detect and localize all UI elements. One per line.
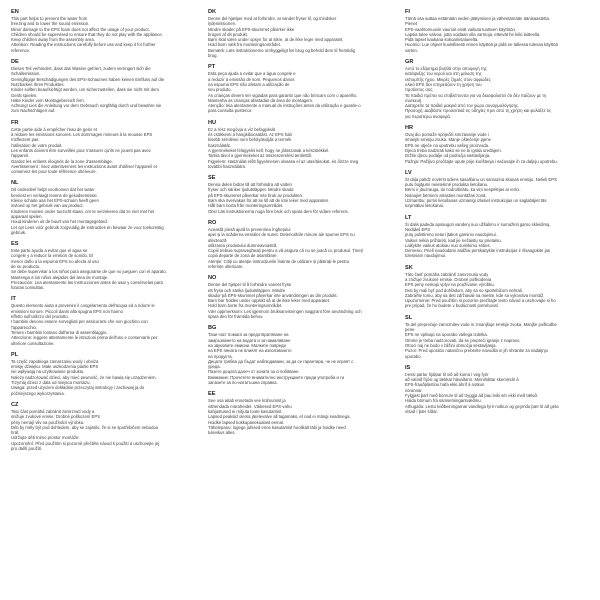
language-code: IT xyxy=(11,296,16,303)
language-section xyxy=(208,325,393,385)
instruction-line: Vær oppmerksom: Les igjennom bruksanvisningen nøggrant före användning och xyxy=(208,308,362,314)
instruction-line: Hold barn borte fra monteringsområdet. xyxy=(208,303,283,309)
instruction-line: εκπομπής ήχου. Μικρές ζημιές στον αφρώδες xyxy=(405,76,491,82)
language-section xyxy=(405,315,590,359)
instruction-line: l'utilisation de votre produit. xyxy=(11,142,63,148)
language-code: PL xyxy=(11,351,19,358)
instruction-line: pene xyxy=(405,327,415,333)
instruction-line: Precaución: Lea atentamente las instrucciones antes de usar y consérvelas para xyxy=(11,279,163,285)
language-code: DE xyxy=(11,59,19,66)
instruction-line: Let op! Lees vóór gebruik zorgvuldig de instructies en bewaar ze voor toekomstig xyxy=(11,224,164,230)
language-code: HU xyxy=(208,119,217,126)
instruction-line: Αυτό το εξάρτημα βοηθά στην αποφυγή της xyxy=(405,66,487,72)
language-section xyxy=(11,180,196,235)
instruction-line: Kinderen moeten onder toezicht staan, om te verzekeren dat ze niet met het xyxy=(11,208,155,214)
instruction-line: reference. xyxy=(11,47,31,53)
instruction-line: használatát. xyxy=(208,142,231,148)
instruction-line: að vatnið frjósi og lækkar hávaðann. Minniháttar skemmdir á xyxy=(405,377,519,383)
instruction-line: Bērni ir jāuzrauga, lai nodrošinātu, ka viņi nespēlējas ar ierīci. xyxy=(405,187,521,193)
instruction-line: Huomio: Lue ohjeet huolellisesti ennen käyttöä ja pidä ne tallessa tulevaa käyttöä xyxy=(405,42,558,48)
instruction-line: на продукта. xyxy=(208,353,233,359)
instruction-line: fryser och sänker ljudutsläppet. Mindre skada xyxy=(208,187,294,193)
instruction-line: запазете за по-нататъшна справка. xyxy=(208,380,278,386)
instruction-line: Attenzione: leggere attentamente le istruzioni prima dell'uso e conservarle per xyxy=(11,335,158,341)
instruction-line: Această piesă ajută la prevenirea înghețului xyxy=(208,226,291,232)
language-code: RO xyxy=(208,219,217,226)
instruction-line: Mantenga a los niños alejados del área de montaje. xyxy=(11,274,109,280)
instruction-line: Otroke je treba nadzorovati, da se prepreči igranje z napravo. xyxy=(405,337,521,343)
instruction-line: Minor damage to the EPS foam does not affect the usage of your product. xyxy=(11,26,150,32)
language-section xyxy=(208,220,393,269)
instruction-line: Τα παιδιά πρέπει να επιβλέπονται για να διασφαλιστεί ότι δεν παίζουν με τη xyxy=(405,92,547,98)
language-section xyxy=(11,241,196,290)
instruction-line: Copiii trebuie supravegheați pentru a vă asigura că nu se joacă cu produsul. Țineți xyxy=(208,248,363,254)
instruction-line: Halte Kinder vom Montagebereich fern. xyxy=(11,97,85,103)
instruction-line: Otroci naj ne bodo v bližini območja sestavljanja. xyxy=(405,342,497,348)
instruction-line: effetto sull'utilizzo del prodotto. xyxy=(11,314,69,320)
instruction-line: turpmākai lietošanai. xyxy=(405,203,444,209)
language-section xyxy=(405,170,590,209)
language-section xyxy=(208,275,393,319)
instruction-line: Avertissement : lisez attentivement les instructions avant d'utiliser l'appareil et xyxy=(11,163,157,169)
instruction-line: snižuje zvukové emise. Drobné poškození EPS xyxy=(11,414,101,420)
instruction-line: Geringfügige Beschädigungen des EPS-Schaumes haben keinen Einfluss auf die xyxy=(11,76,165,82)
language-code: LV xyxy=(405,169,412,176)
instruction-line: Deti by mali byť pod dohľadom, aby sa so spotrebičom nehrali. xyxy=(405,287,523,293)
instruction-line: Dieses Teil verhindert, dass das Wasser gefriert, zudem verringert sich die xyxy=(11,66,151,72)
instruction-line: putu bojājumi neietekmē produkta lietošanu. xyxy=(405,182,489,188)
instruction-line: Denna delen bidrar till att förhindra att vatten xyxy=(208,182,292,188)
instruction-line: Zabráňte tomu, aby sa deti zdržiavali na mieste, kde sa vykonáva montáž. xyxy=(405,292,545,298)
instruction-line: tulevikus alles. xyxy=(208,430,236,436)
instruction-line: Børn skal være under opsyn for at sikre, at de ikke leger med apparatet. xyxy=(208,37,344,43)
instruction-line: Lapsed peaksid olema järelevalve all tagamaks, et nad ei mängi seadmega. xyxy=(208,414,351,420)
instruction-line: Atenção: leia atentamente a manual de instruções antes da utilização e guarde-o xyxy=(208,103,361,109)
instruction-line: Figyelem: Használat előtt figyelmesen olvassa el az utasításokat, és őrizze meg xyxy=(208,158,359,164)
instruction-line: és csökkenti a hangkibocsátást. Az EPS hab xyxy=(208,132,292,138)
instruction-line: futuras consultas. xyxy=(11,285,45,291)
language-section xyxy=(405,265,590,309)
language-section xyxy=(11,59,196,114)
instruction-line: a znižuje zvukové emisie. Drobné poškodenia xyxy=(405,276,492,282)
instruction-line: på EPS-skummet påverkar inte bruk av produkten. xyxy=(208,192,304,198)
instruction-line: Children should be supervised to ensure that they do not play with the appliance. xyxy=(11,31,163,37)
language-code: LT xyxy=(405,214,412,221)
instruction-line: Attention: Reading the instructions carefully before use and keep it for further xyxy=(11,42,156,48)
instruction-line: Децата трябва да бъдат наблюдавани, за да се гарантира, че не играят с xyxy=(208,358,354,364)
language-section xyxy=(11,296,196,345)
instruction-line: Achtung! Lies die Anleitung vor dem Gebrauch sorgfältig durch und bewahre sie xyxy=(11,103,162,109)
language-section xyxy=(405,215,590,259)
instruction-line: Trzymaj dzieci z dala od miejsca montażu. xyxy=(11,380,91,386)
instruction-line: seu produto. xyxy=(208,87,232,93)
instruction-line: Djeca treba nadzirati kako se ne bi igrala uređajem. xyxy=(405,147,502,153)
language-section xyxy=(405,59,590,119)
language-section xyxy=(405,9,590,53)
language-section xyxy=(11,9,196,53)
language-code: SE xyxy=(208,175,216,182)
instruction-line: Håll barn borta från monteringsområdet. xyxy=(208,203,284,209)
instruction-line: I bambini devono essere sorvegliati per assicurarsi che non giochino con xyxy=(11,319,148,325)
language-section xyxy=(11,120,196,175)
instruction-line: Neļaujiet bērniem atrasties montāžas zonā. xyxy=(405,192,487,198)
instruction-line: Uwaga: przed użyciem dokładnie przeczytaj instrukcję i zachowaj ją do xyxy=(11,385,145,391)
language-section xyxy=(405,125,590,164)
instruction-page xyxy=(11,9,591,594)
instruction-line: kisebb sérülései nem befolyásolják a termék xyxy=(208,137,292,143)
instruction-line: smanjiti emisiju zvuka. Manje oštećenje pjene xyxy=(405,137,491,143)
instruction-line: putų polistireno neturi įtakos gaminio naudojimui. xyxy=(405,232,497,238)
instruction-line: Mantenha as crianças afastadas da área de montagem. xyxy=(208,97,314,103)
instruction-line: zum Nachschlagen auf. xyxy=(11,108,56,114)
language-code: GR xyxy=(405,59,414,66)
language-code: BG xyxy=(208,325,217,332)
instruction-line: Pažnja: Pažljivo pročitajte upute prije korištenja i sačuvajte ih za daljnju upotrebu. xyxy=(405,158,558,164)
instruction-line: afectează xyxy=(208,237,227,243)
instruction-line: congele y a reducir la emisión de sonido. El xyxy=(11,253,93,259)
instruction-line: de su producto. xyxy=(11,263,41,269)
language-code: PT xyxy=(208,64,216,71)
instruction-line: Keep children away from the assembly area. xyxy=(11,37,95,43)
instruction-line: Haldu börnum frá samsetningarsvæðinu. xyxy=(405,398,482,404)
instruction-line: apparaat spelen. xyxy=(11,213,43,219)
instruction-line: copiii departe de zona de asamblare. xyxy=(208,253,278,259)
instruction-line: invloed op het gebruik van uw product. xyxy=(11,203,84,209)
instruction-line: Questo elemento aiuta a prevenire il congelamento dell'acqua ed a ridurre le xyxy=(11,303,155,309)
instruction-line: Kleine schade aan het EPS-schuim heeft geen xyxy=(11,198,99,204)
instruction-line: Děti by měly být pod dohledem, aby se zajistilo, že si se spotřebičem nebudou xyxy=(11,424,159,430)
instruction-line: spara den för framtida behov. xyxy=(208,314,264,320)
language-code: IS xyxy=(405,364,411,371)
instruction-line: This part helps to prevent the water from xyxy=(11,16,88,21)
language-section xyxy=(208,120,393,169)
instruction-line: на EPS пяната не влияят на използването xyxy=(208,348,292,354)
instruction-line: para consulta posterior. xyxy=(208,108,253,114)
instruction-line: ulteriore consultazione. xyxy=(11,340,55,346)
instruction-line: EPS peny nemajú vplyv na používanie výrobku. xyxy=(405,282,495,288)
instruction-line: Upozornění: Před použitím si pozorně přečtěte návod k použití a uschovejte jej xyxy=(11,440,160,446)
instruction-line: Ovaj dio pomaže spriječiti smrzavanje vode i xyxy=(405,132,489,138)
instruction-line: Se debe supervisar a los niños para asegurarse de que no jueguen con el aparato. xyxy=(11,269,167,275)
instruction-line: Barn ska övervakas för att se till att de inte leker med apparaten. xyxy=(208,198,330,204)
instruction-line: vähendada müraheidet. Väikesed EPS-vahu xyxy=(208,403,292,409)
instruction-line: utilizarea produsului dumneavoastră. xyxy=(208,242,278,248)
instruction-line: n'affectent pas xyxy=(11,137,39,143)
instruction-line: Ta del preprečuje zamrznitev vode in zmanjšuje emisije zvoka. Manjše poškodbe xyxy=(405,321,557,327)
instruction-line: Vaikus reikia prižiūrėti, kad jie nežaistų su prietaisu. xyxy=(405,237,502,243)
instruction-line: gebruik. xyxy=(11,229,27,235)
instruction-line: Nedideli EPS xyxy=(405,226,431,232)
language-section xyxy=(208,9,393,58)
text-column xyxy=(208,9,393,594)
instruction-line: conservez-les pour toute référence ultérieure. xyxy=(11,169,97,175)
instruction-line: uporabo. xyxy=(405,353,422,359)
language-code: CZ xyxy=(11,401,19,408)
instruction-line: Ši dalis padeda apsaugoti vandenį nuo užšalimo ir sumažinti garso skleidimą. xyxy=(405,221,551,227)
instruction-line: Athugaðu: Lestu leiðbeiningarnar vandlega fyrir notkun og geymdu þær til að geta xyxy=(405,403,559,409)
instruction-line: vísað í þær síðar. xyxy=(405,408,438,414)
instruction-line: vörunnar. xyxy=(405,387,423,393)
instruction-line: Atenție: Citiți cu atenție instrucțiunile înainte de utilizare și păstrați-le pentru xyxy=(208,258,350,264)
instruction-line: skador på EPS-skummet påverkar inte användningen av din produkt. xyxy=(208,292,338,298)
instruction-line: hrát. xyxy=(11,430,20,436)
instruction-line: Mindre skader på EPS-skummet påvirker ikke xyxy=(208,26,295,32)
instruction-line: Tähelepanu: lugege juhised enne kasutamist hoolikalt läbi ja hoidke need xyxy=(208,424,346,430)
instruction-line: kahjustused ei mõjuta toote kasutamist. xyxy=(208,408,283,414)
instruction-line: A gyermekeket felügyelni kell, hogy ne játsszanak a készülékkel. xyxy=(208,147,330,153)
language-code: EE xyxy=(208,391,216,398)
instruction-line: Gerät spielen. xyxy=(11,92,38,98)
instruction-line: EPS ne vplivajo na uporabo vašega izdelka. xyxy=(405,332,488,338)
instruction-line: προϊόντος σας. xyxy=(405,87,434,93)
instruction-line: Hold børn væk fra monteringsområdet. xyxy=(208,42,281,48)
instruction-line: bevriest en verlaagt tevens de geluidsemissie. xyxy=(11,192,98,198)
instruction-line: EPS-vaahtomuovin vaurioit eivät vaikuta tuotteen käyttöön. xyxy=(405,26,517,32)
text-column xyxy=(11,9,196,594)
language-section xyxy=(11,352,196,396)
instruction-line: Fylgjast þarf með börnum til að tryggja að þau leiki sér ekki með tækið. xyxy=(405,393,538,399)
language-code: ES xyxy=(11,241,19,248)
instruction-line: tolesniam naudojimui. xyxy=(405,253,447,259)
instruction-line: Bemærk: Læs instruktionerne omhyggeligt før brug og behold dem til fremtidig xyxy=(208,47,355,53)
language-code: DK xyxy=(208,9,217,15)
instruction-line: Kinder sollten beaufsichtigt werden, um sicherzustellen, dass sie nicht mit dem xyxy=(11,87,159,93)
instruction-line: υλικό EPS δεν επηρεάζουν τη χρήση του xyxy=(405,81,482,87)
language-section xyxy=(11,402,196,451)
instruction-line: κατάψυξης του νερού και στη μείωση της xyxy=(405,71,482,77)
instruction-line: Gardez les enfants éloignés de la zone d'assemblage. xyxy=(11,158,113,164)
language-section xyxy=(208,64,393,113)
language-code: SL xyxy=(405,314,413,321)
language-code: HR xyxy=(405,125,414,132)
instruction-line: brugen af dit produkt. xyxy=(208,31,249,37)
instruction-line: Upozornenie: Pred použitím si pozorne prečítajte tento návod a uschovajte si ho xyxy=(405,298,556,304)
instruction-line: l'apparecchio. xyxy=(11,324,38,330)
language-code: SK xyxy=(405,264,413,271)
language-section xyxy=(405,365,590,414)
instruction-line: ett frysa och sänka ljudutsläppen. Mindre xyxy=(208,287,286,293)
instruction-line: Внимание: Прочетете внимателно инструкциите преди употреба и ги xyxy=(208,374,345,380)
instruction-line: pro další použití. xyxy=(11,446,43,451)
instruction-line: Udržujte děti mimo prostor montáže. xyxy=(11,435,80,441)
instruction-line: Les enfants doivent être surveillés pour s'assurer qu'ils ne jouent pas avec xyxy=(11,147,151,153)
instruction-line: apei și la scăderea emisiilor de sunet. Deteriorările minore ale spumei EPS nu xyxy=(208,232,355,238)
instruction-line: συσκευή. xyxy=(405,97,423,103)
instruction-line: Dit onderdeel helpt voorkomen dat het water xyxy=(11,187,95,193)
instruction-line: varten. xyxy=(405,47,418,53)
instruction-line: Tenere i bambini lontano dall'area di assemblaggio. xyxy=(11,329,108,335)
language-code: FR xyxy=(11,119,19,126)
instruction-line: Esta peça ajuda a evitar que a água congele e xyxy=(208,71,296,77)
instruction-line: EPS ne utječe na upotrebu vašeg proizvoda. xyxy=(405,142,490,148)
instruction-line: Pozor: Pred uporabo natančno preberite navodila in jih shranite za nadaljnjo xyxy=(405,348,548,354)
instruction-line: pre prípad, že ho budete v budúcnosti potrebovať. xyxy=(405,303,500,309)
instruction-line: Dėmesio: Prieš naudodami atidžiai perskaitykite instrukcijas ir išsaugokite jas xyxy=(405,248,551,254)
instruction-line: на звуковите емисии. Малките повреди xyxy=(208,342,286,348)
instruction-line: Þessi partur hjálpar til við að koma í veg fyrir xyxy=(405,371,489,377)
instruction-line: emissioni sonore. Piccoli danni alla spugna EPS non hanno xyxy=(11,308,123,314)
instruction-line: referințe ulterioare. xyxy=(208,263,244,269)
instruction-line: Pidä lapset kaukana kokoamisalueelta. xyxy=(405,37,479,43)
instruction-line: Ez a rész megóvja a víz befagyását xyxy=(208,126,276,132)
instruction-line: à réduire les émissions sonores. Les dommages mineurs à la mousse EPS xyxy=(11,132,153,138)
instruction-line: nie wpływają na użytkowanie produktu. xyxy=(11,369,85,375)
instruction-line: brug. xyxy=(208,53,218,59)
instruction-line: замръзването на водата и за намаляване xyxy=(208,337,291,343)
instruction-line: Laikykite vaikus atokiau nuo surinkimo srities. xyxy=(405,242,491,248)
instruction-line: See osa aitab ennetada vee külmumist ja xyxy=(208,398,286,404)
language-section xyxy=(208,175,393,214)
instruction-line: Διατηρείτε τα παιδιά μακριά από τον χώρο συναρμολόγησης. xyxy=(405,103,520,109)
instruction-line: Tato část pomáhá zabránit zamrznutí vody a xyxy=(11,408,95,414)
instruction-line: Houd kinderen uit de buurt van het montagegebied. xyxy=(11,219,108,225)
instruction-line: Držite djecu podalje od područja sastavljanja. xyxy=(405,153,491,159)
instruction-line: Barn bør holdes under oppsikt så at de ikke leker med apparatet. xyxy=(208,298,331,304)
instruction-line: Táto časť pomáha zabrániť zamrznutiu vody xyxy=(405,271,489,277)
instruction-line: Pienet xyxy=(405,21,418,27)
instruction-line: freezing and to lower the sound emission. xyxy=(11,21,90,27)
instruction-line: Tartsa távol a gyermekeket az összeszerelési területtől. xyxy=(208,153,313,159)
instruction-line: Προσοχή: Διαβάστε προσεκτικά τις οδηγίες πριν από τη χρήση και φυλάξτε τις xyxy=(405,108,552,114)
instruction-line: Nutzbarkeit Ihres Produktes. xyxy=(11,81,65,87)
language-section xyxy=(208,391,393,435)
instruction-line: Uzmanību: pirms lietošanas uzmanīgi izlasiet instrukcijas un saglabājiet tās xyxy=(405,198,547,204)
instruction-line: Hoidke lapsed kokkupanekualast eemal. xyxy=(208,419,285,425)
instruction-line: Obs! Läs instruktionerna noga före bruk och spara dem för vidare referens. xyxy=(208,208,349,214)
instruction-line: emisję dźwięku. Małe uszkodzenia pianki EPS xyxy=(11,364,99,370)
instruction-line: lydemissionen. xyxy=(208,21,237,27)
instruction-line: további használatra. xyxy=(208,163,247,169)
instruction-line: Denne del hjelper til å forhindre vannet fryse xyxy=(208,282,292,288)
instruction-line: pěny nemají vliv na používání výrobku. xyxy=(11,419,85,425)
instruction-line: уреда. xyxy=(208,364,221,370)
instruction-line: Šī daļa palīdz novērst ūdens sasalšanu un samazina skaņas emisiju. Nelieli EPS xyxy=(405,176,557,182)
language-code: FI xyxy=(405,9,410,15)
instruction-line: Tämä osa auttaa estämään veden jäätymisen ja vähentämään äänisaastetta. xyxy=(405,16,551,21)
instruction-line: για περαιτέρω αναφορά. xyxy=(405,113,452,119)
instruction-line: a reduzir a emissão de som. Pequenos danos xyxy=(208,76,295,82)
instruction-line: Ta część zapobiega zamarzaniu wody i obniża xyxy=(11,358,99,364)
instruction-line: Пазете децата далеч от зоната за сглобяване. xyxy=(208,369,300,375)
language-code: NL xyxy=(11,180,19,187)
language-code: NO xyxy=(208,275,217,282)
instruction-line: EPS-frauðplastinu hafa ekki áhrif á notkun xyxy=(405,382,485,388)
instruction-line: Należy nadzorować dzieci, aby mieć pewność, że nie bawią się urządzeniem. xyxy=(11,374,157,380)
instruction-line: Lapsia tulee valvoa, jotta voidaan olla varmoja, etteivät he leiki laitteella. xyxy=(405,31,541,37)
instruction-line: As crianças devem ser vigiadas para garantir que não brincam com o aparelho. xyxy=(208,92,358,98)
instruction-line: późniejszego wykorzystania. xyxy=(11,390,65,396)
instruction-line: l'appareil. xyxy=(11,153,30,159)
instruction-line: Denne del hjælper med at forhindre, at vandet fryser til, og mindsker xyxy=(208,16,337,21)
instruction-line: Schallemission. xyxy=(11,71,41,77)
instruction-line: Cette partie aide à empêcher l'eau de geler et xyxy=(11,126,98,132)
instruction-line: na espuma EPS não afetam a utilização de xyxy=(208,81,290,87)
text-column xyxy=(405,9,590,594)
language-code: EN xyxy=(11,9,19,15)
instruction-line: menor daño a la espuma EPS no afecta al uso xyxy=(11,258,99,264)
instruction-line: Тази част помага за предотвратяване на xyxy=(208,332,289,338)
instruction-line: Esta parte ayuda a evitar que el agua se xyxy=(11,248,88,254)
